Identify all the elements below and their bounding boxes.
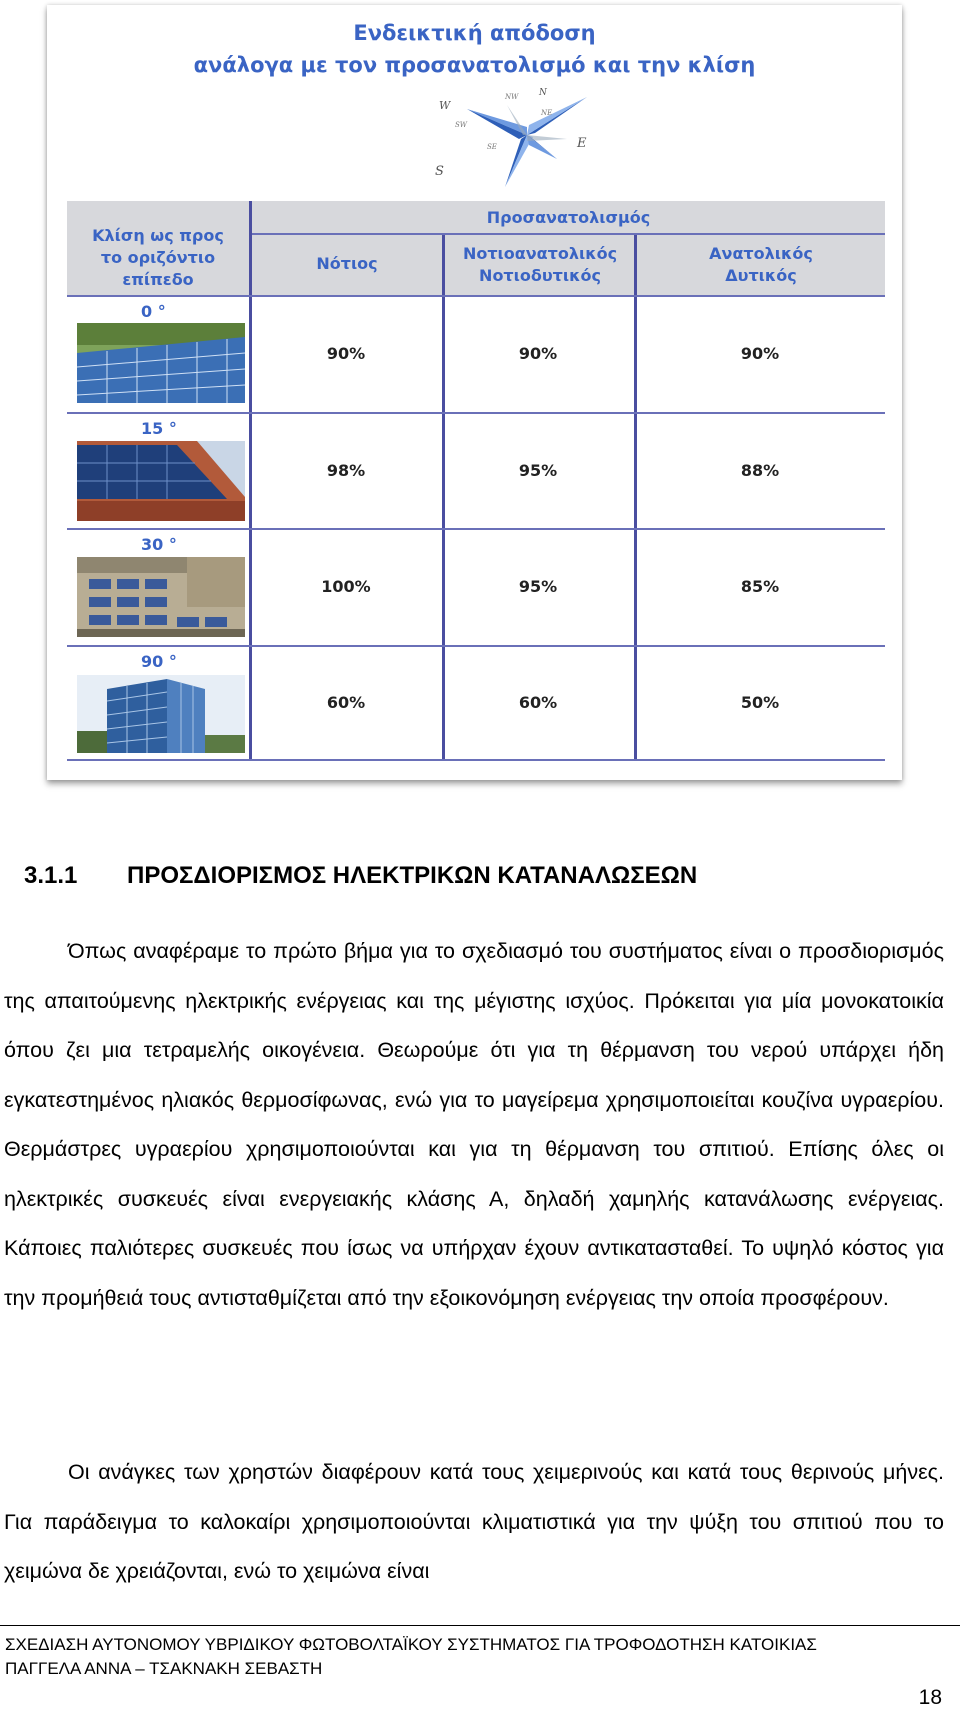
angle-label-90: 90 ° <box>141 652 177 671</box>
grid-line <box>634 233 637 761</box>
compass-rose-icon <box>427 87 647 187</box>
angle-label-30: 30 ° <box>141 535 177 554</box>
value-30-east: 85% <box>740 577 780 596</box>
value-90-east: 50% <box>740 693 780 712</box>
grid-line <box>67 528 885 530</box>
grid-line <box>442 233 445 761</box>
value-90-southeast: 60% <box>518 693 558 712</box>
facade-building-photo <box>77 675 245 753</box>
grid-line <box>67 759 885 761</box>
value-0-east: 90% <box>740 344 780 363</box>
value-90-south: 60% <box>326 693 366 712</box>
section-heading <box>24 862 697 890</box>
page-number: 18 <box>918 1686 942 1709</box>
col-header-southeast-southwest: Νοτιοανατολικός Νοτιοδυτικός <box>462 244 618 285</box>
value-0-southeast: 90% <box>518 344 558 363</box>
value-15-southeast: 95% <box>518 461 558 480</box>
footer-title: ΣΧΕΔΙΑΣΗ ΑΥΤΟΝΟΜΟΥ ΥΒΡΙΔΙΚΟΥ ΦΩΤΟΒΟΛΤΑΪΚΟΥ ΣΥΣΤΗΜΑΤΟΣ ΓΙΑ ΤΡΟΦΟΔΟΤΗΣΗ ΚΑΤΟΙΚΙΑΣ <box>5 1635 817 1654</box>
flat-roof-solar-panels-photo <box>77 323 245 403</box>
paragraph-1 <box>4 927 944 1323</box>
efficiency-table <box>67 201 885 761</box>
compass-label-w: W <box>439 99 451 112</box>
compass-label-s: S <box>435 164 444 179</box>
grid-line <box>67 295 885 297</box>
rooftop-array-photo <box>77 557 245 637</box>
section-number: 3.1.1 <box>24 862 78 889</box>
value-30-southeast: 95% <box>518 577 558 596</box>
grid-line <box>252 233 885 235</box>
figure-title-line2: ανάλογα με τον προσανατολισμό και την κλίση <box>193 53 756 77</box>
grid-line <box>249 201 252 761</box>
paragraph-1-text: Όπως αναφέραμε το πρώτο βήμα για το σχεδιασμό του συστήματος είναι ο προσδιορισμός της απαιτούμενης ηλεκτρικής ενέργειας και της μέγιστης ισχύος. Πρόκειται για μία μονοκατοικία όπου ζει μια τετραμελής οικογένεια. Θεωρούμε ότι για τη θέρμανση του νερού υπάρχει ήδη εγκατεστημένος ηλιακός θερμοσίφωνας, ενώ για το μαγείρεμα χρησιμοποιείται κουζίνα υγραερίου. Θερμάστρες υγραερίου χρησιμοποιούνται και για τη θέρμανση του σπιτιού. Επίσης όλες οι ηλεκτρικές συσκευές είναι ενεργειακής κλάσης Α, δηλαδή χαμηλής κατανάλωσης ενέργειας. Κάποιες παλιότερες συσκευές που ίσως να υπήρχαν έχουν αντικατασταθεί. Το υψηλό κόστος για την προμήθειά τους αντισταθμίζεται από την εξοικονόμηση ενέργειας την οποία προσφέρουν. <box>4 939 944 1310</box>
grid-line <box>67 645 885 647</box>
col-header-south: Νότιος <box>316 254 378 273</box>
section-title: ΠΡΟΣΔΙΟΡΙΣΜΟΣ ΗΛΕΚΤΡΙΚΩΝ ΚΑΤΑΝΑΛΩΣΕΩΝ <box>127 862 698 889</box>
efficiency-figure <box>47 5 902 780</box>
paragraph-2-text: Οι ανάγκες των χρηστών διαφέρουν κατά τους χειμερινούς και κατά τους θερινούς μήνες. Για παράδειγμα το καλοκαίρι χρησιμοποιούνται κλιματιστικά για την ψύξη του σπιτιού που το χειμώνα δε χρειάζονται, ενώ το χειμώνα είναι <box>4 1460 944 1583</box>
compass-label-ne: NE <box>541 109 553 117</box>
footer-divider <box>0 1625 960 1626</box>
compass-label-se: SE <box>487 143 497 151</box>
angle-label-0: 0 ° <box>141 302 166 321</box>
value-15-south: 98% <box>326 461 366 480</box>
grid-line <box>67 412 885 414</box>
angle-label-15: 15 ° <box>141 419 177 438</box>
figure-title-line1: Ενδεικτική απόδοση <box>353 21 596 45</box>
footer-authors: ΠΑΓΓΕΛΑ ΑΝΝΑ – ΤΣΑΚΝΑΚΗ ΣΕΒΑΣΤΗ <box>5 1659 323 1678</box>
compass-label-sw: SW <box>455 121 467 129</box>
compass-label-n: N <box>539 88 547 98</box>
compass-label-nw: NW <box>505 93 519 101</box>
col-header-east-west: Ανατολικός Δυτικός <box>709 244 813 285</box>
value-15-east: 88% <box>740 461 780 480</box>
value-0-south: 90% <box>326 344 366 363</box>
paragraph-2 <box>4 1448 944 1597</box>
compass-label-e: E <box>577 136 587 151</box>
pitched-roof-solar-panels-photo <box>77 441 245 521</box>
row-header-label: Κλίση ως προς το οριζόντιο επίπεδο <box>92 226 224 289</box>
value-30-south: 100% <box>321 577 371 596</box>
orientation-group-header: Προσανατολισμός <box>486 208 651 227</box>
